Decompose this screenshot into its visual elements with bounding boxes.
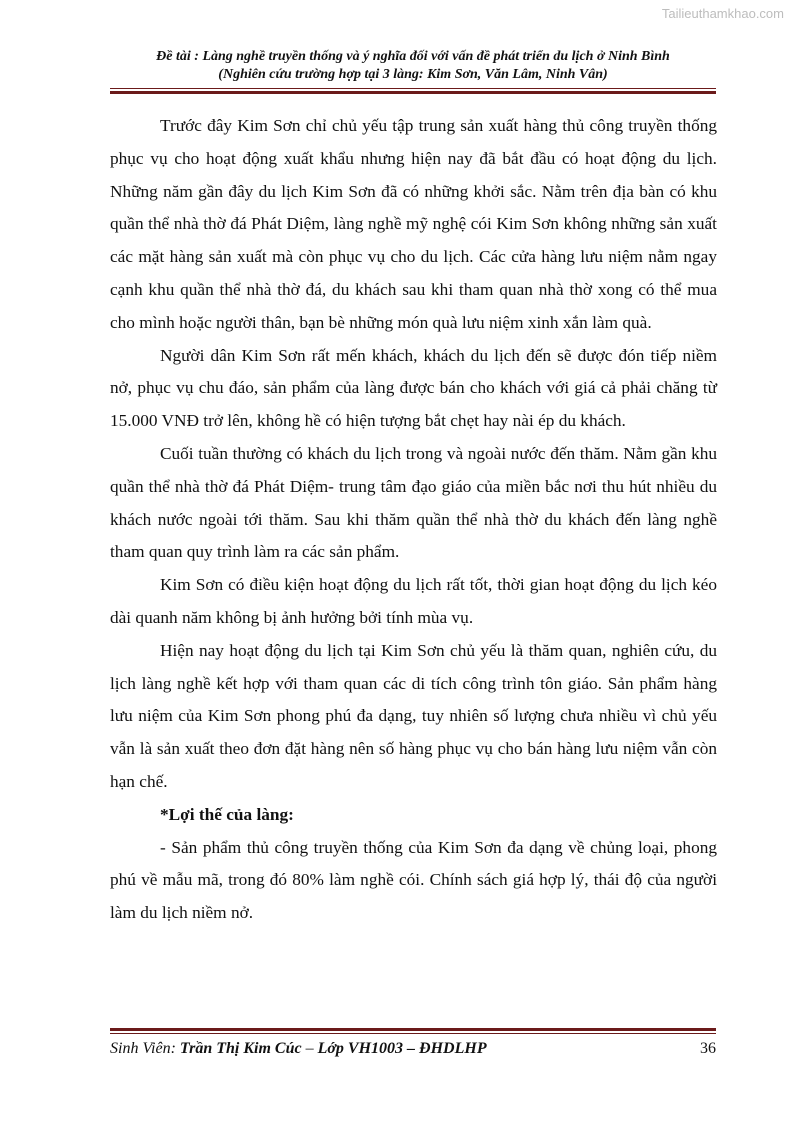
- header-divider: [110, 88, 716, 94]
- page-number: 36: [700, 1040, 716, 1057]
- paragraph: Trước đây Kim Sơn chỉ chủ yếu tập trung sản xuất hàng thủ công truyền thống phục vụ cho hoạt động xuất khẩu nhưng hiện nay đã bắt đầu có hoạt động du lịch. Những năm gần đây du lịch Kim Sơn đã có những khởi sắc. Nằm trên địa bàn có khu quần thể nhà thờ đá Phát Diệm, làng nghề mỹ nghệ cói Kim Sơn không những sản xuất các mặt hàng sản xuất mà còn phục vụ cho du lịch. Các cửa hàng lưu niệm nằm ngay cạnh khu quần thể nhà thờ đá, du khách sau khi tham quan nhà thờ xong có thể mua cho mình hoặc người thân, bạn bè những món quà lưu niệm xinh xắn làm quà.: [110, 116, 717, 332]
- paragraph: - Sản phẩm thủ công truyền thống của Kim Sơn đa dạng về chủng loại, phong phú về mẫu mã, trong đó 80% làm nghề cói. Chính sách giá hợp lý, thái độ của người làm du lịch niềm nở.: [110, 837, 717, 923]
- document-footer: [110, 1040, 716, 1058]
- footer-student-name: Trần Thị Kim Cúc: [179, 1040, 302, 1057]
- footer-divider: [110, 1028, 716, 1034]
- document-body: [110, 110, 717, 930]
- paragraph: Hiện nay hoạt động du lịch tại Kim Sơn chủ yếu là thăm quan, nghiên cứu, du lịch làng nghề kết hợp với tham quan các di tích công trình tôn giáo. Sản phẩm hàng lưu niệm của Kim Sơn phong phú đa dạng, tuy nhiên số lượng chưa nhiều vì chủ yếu vẫn là sản xuất theo đơn đặt hàng nên số hàng phục vụ cho bán hàng lưu niệm vẫn còn hạn chế.: [110, 640, 717, 791]
- document-header: [110, 48, 716, 84]
- paragraph: Người dân Kim Sơn rất mến khách, khách du lịch đến sẽ được đón tiếp niềm nở, phục vụ chu đáo, sản phẩm của làng được bán cho khách với giá cả phải chăng từ 15.000 VNĐ trở lên, không hề có hiện tượng bắt chẹt hay nài ép du khách.: [110, 345, 717, 431]
- header-title: Đề tài : Làng nghề truyền thống và ý nghĩa đối với vấn đề phát triển du lịch ở Ninh Bình: [156, 49, 670, 64]
- paragraph: Cuối tuần thường có khách du lịch trong và ngoài nước đến thăm. Nằm gần khu quần thể nhà thờ đá Phát Diệm- trung tâm đạo giáo của miền bắc nơi thu hút nhiều du khách nước ngoài tới thăm. Sau khi thăm quần thể nhà thờ du khách đến làng nghề tham quan quy trình làm ra các sản phẩm.: [110, 443, 717, 562]
- footer-separator: –: [301, 1040, 318, 1057]
- footer-label: Sinh Viên:: [110, 1040, 180, 1057]
- footer-class: Lớp VH1003 – ĐHDLHP: [317, 1040, 487, 1057]
- header-subtitle: (Nghiên cứu trường hợp tại 3 làng: Kim Sơn, Văn Lâm, Ninh Vân): [218, 67, 608, 82]
- paragraph: Kim Sơn có điều kiện hoạt động du lịch rất tốt, thời gian hoạt động du lịch kéo dài quanh năm không bị ảnh hưởng bởi tính mùa vụ.: [110, 575, 717, 627]
- watermark: Tailieuthamkhao.com: [661, 6, 784, 21]
- section-subheading: *Lợi thế của làng:: [160, 804, 294, 824]
